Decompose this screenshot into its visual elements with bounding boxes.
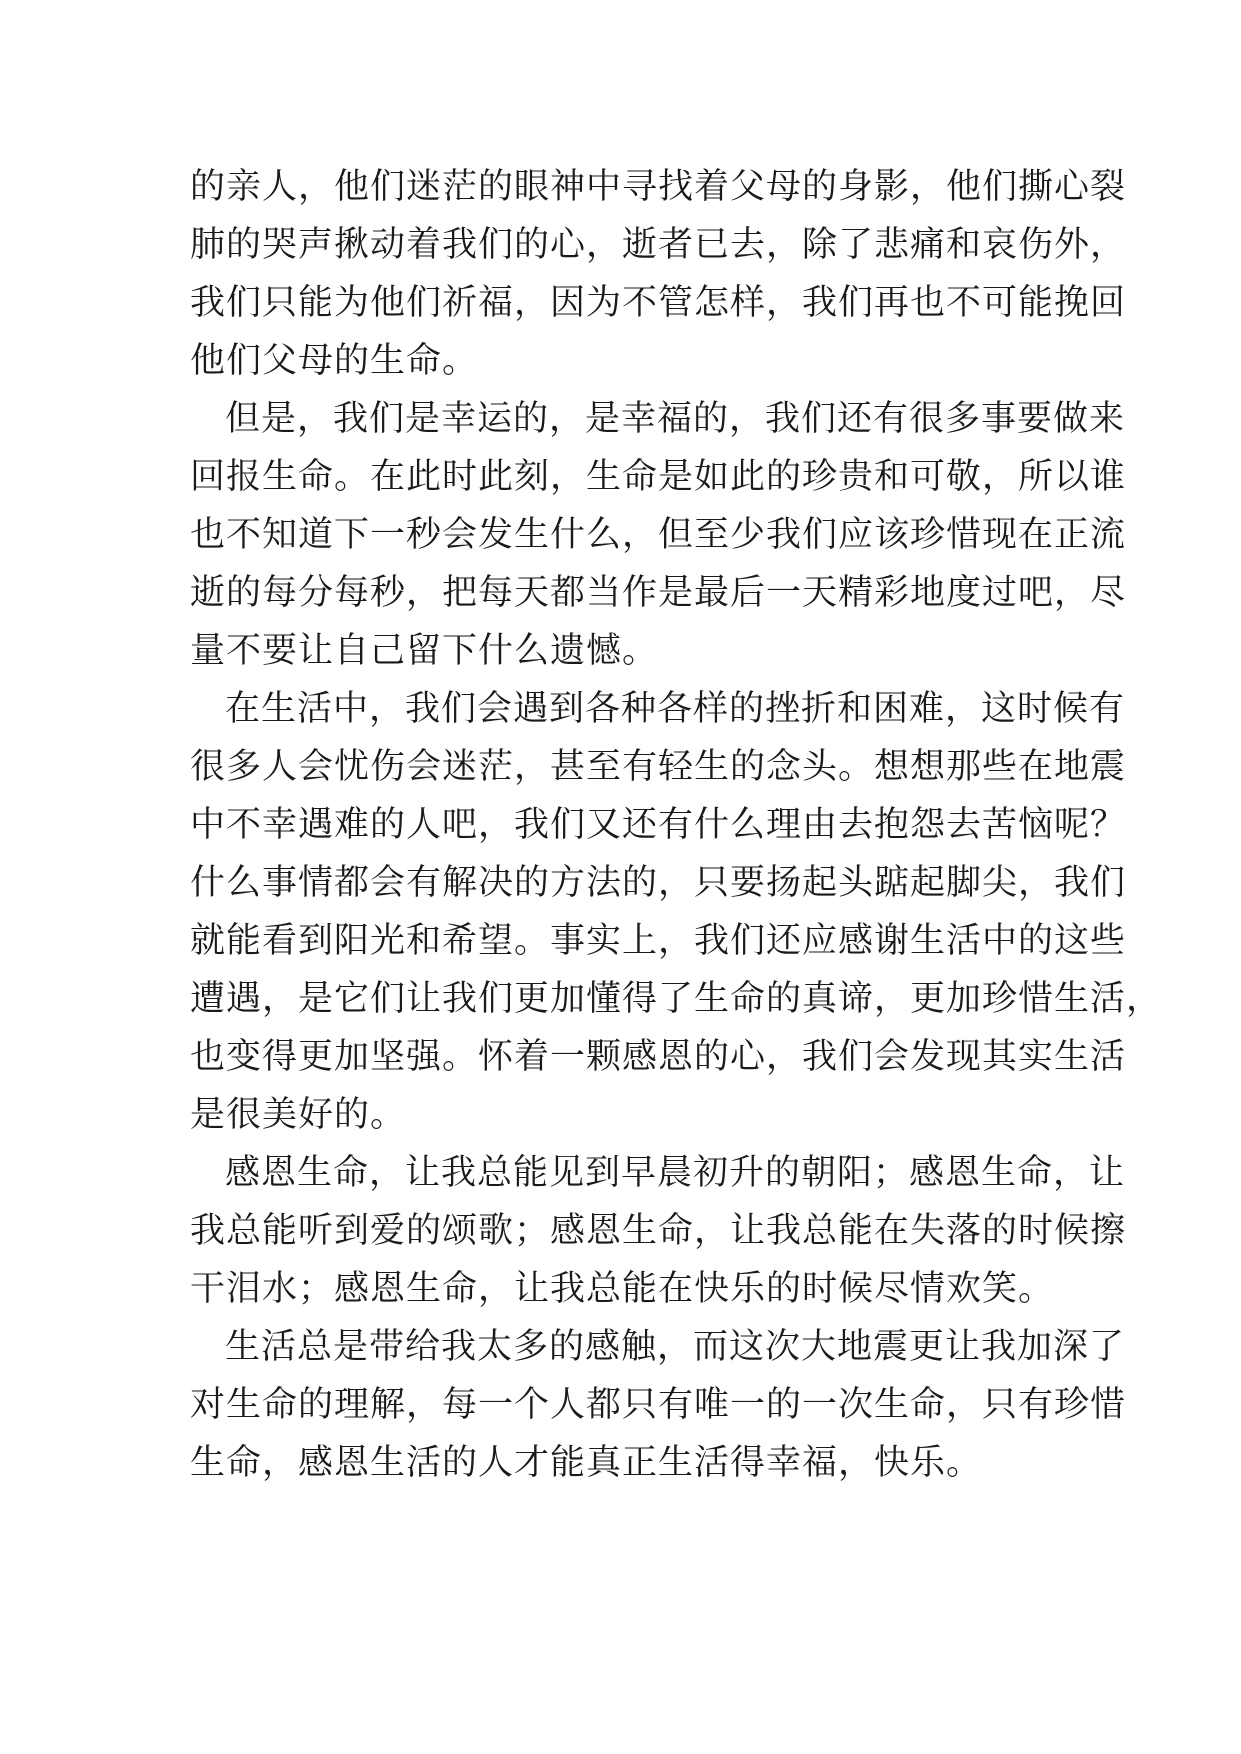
text-line: 什么事情都会有解决的方法的，只要扬起头踮起脚尖，我们 <box>190 863 1127 903</box>
text-line: 生命，感恩生活的人才能真正生活得幸福，快乐。 <box>190 1443 983 1483</box>
paragraph-3 <box>190 680 1163 1144</box>
text-line: 干泪水；感恩生命，让我总能在快乐的时候尽情欢笑。 <box>190 1269 1055 1309</box>
text-line: 是很美好的。 <box>190 1095 407 1135</box>
paragraph-1 <box>190 158 1127 390</box>
text-line: 对生命的理解，每一个人都只有唯一的一次生命，只有珍惜 <box>190 1385 1127 1425</box>
text-line: 很多人会忧伤会迷茫，甚至有轻生的念头。想想那些在地震 <box>190 747 1127 787</box>
text-line: 遭遇，是它们让我们更加懂得了生命的真谛，更加珍惜生活， <box>190 979 1163 1019</box>
text-line: 中不幸遇难的人吧，我们又还有什么理由去抱怨去苦恼呢？ <box>190 805 1127 845</box>
document-body <box>190 158 1163 1492</box>
text-line: 也不知道下一秒会发生什么，但至少我们应该珍惜现在正流 <box>190 515 1127 555</box>
text-line: 肺的哭声揪动着我们的心，逝者已去，除了悲痛和哀伤外， <box>190 225 1127 265</box>
paragraph-5 <box>190 1318 1127 1492</box>
text-line: 感恩生命，让我总能见到早晨初升的朝阳；感恩生命，让 <box>225 1153 1126 1193</box>
text-line: 就能看到阳光和希望。事实上，我们还应感谢生活中的这些 <box>190 921 1127 961</box>
text-line: 我们只能为他们祈福，因为不管怎样，我们再也不可能挽回 <box>190 283 1127 323</box>
text-line: 但是，我们是幸运的，是幸福的，我们还有很多事要做来 <box>225 399 1126 439</box>
text-line: 也变得更加坚强。怀着一颗感恩的心，我们会发现其实生活 <box>190 1037 1127 1077</box>
text-line: 量不要让自己留下什么遗憾。 <box>190 631 659 671</box>
paragraph-2 <box>190 390 1127 680</box>
text-line: 生活总是带给我太多的感触，而这次大地震更让我加深了 <box>225 1327 1126 1367</box>
text-line: 他们父母的生命。 <box>190 341 479 381</box>
text-line: 回报生命。在此时此刻，生命是如此的珍贵和可敬，所以谁 <box>190 457 1127 497</box>
text-line: 的亲人，他们迷茫的眼神中寻找着父母的身影，他们撕心裂 <box>190 167 1127 207</box>
text-line: 我总能听到爱的颂歌；感恩生命，让我总能在失落的时候擦 <box>190 1211 1127 1251</box>
text-line: 逝的每分每秒，把每天都当作是最后一天精彩地度过吧，尽 <box>190 573 1127 613</box>
text-line: 在生活中，我们会遇到各种各样的挫折和困难，这时候有 <box>225 689 1126 729</box>
paragraph-4 <box>190 1144 1127 1318</box>
